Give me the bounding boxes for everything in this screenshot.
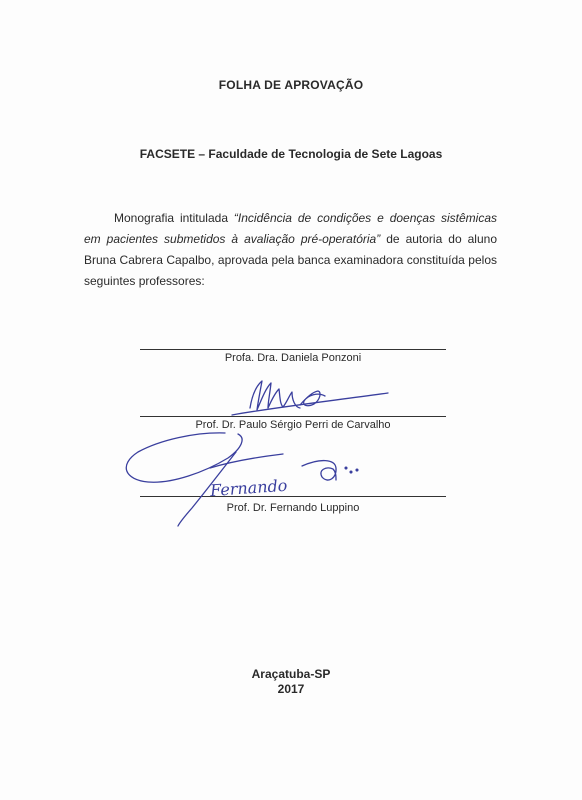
- signatory-name-2: Prof. Dr. Paulo Sérgio Perri de Carvalho: [195, 419, 391, 431]
- page-title: FOLHA DE APROVAÇÃO: [218, 78, 364, 92]
- signatory-name-1: Profa. Dra. Daniela Ponzoni: [224, 352, 362, 364]
- signature-stroke-2: [300, 391, 325, 406]
- institution-name: FACSETE – Faculdade de Tecnologia de Sete Lagoas: [139, 147, 443, 161]
- signature-line-1: [140, 349, 446, 350]
- signatory-name-3: Prof. Dr. Fernando Luppino: [226, 502, 360, 514]
- signature-stroke-7: [302, 461, 336, 480]
- paragraph-rest: de autoria do aluno Bruna Cabrera Capalbo, aprovada pela banca examinadora constituída pelos seguintes professores:: [84, 232, 497, 288]
- signature-line-3: [140, 496, 446, 497]
- signature-stroke-5: [178, 452, 236, 526]
- signature-stroke-1: [250, 381, 300, 410]
- signature-line-2: [140, 416, 446, 417]
- signature-cursive: Fernando: [209, 475, 288, 501]
- paragraph-intro: Monografia intitulada: [114, 211, 234, 225]
- year: 2017: [277, 682, 305, 696]
- work-title: “Incidência de condições e doenças sistêmicas em pacientes submetidos à avaliação pré-operatória”: [84, 211, 497, 246]
- signature-stroke-6: [210, 454, 283, 468]
- signature-stroke-4: [126, 433, 242, 482]
- approval-paragraph: [84, 208, 497, 292]
- signature-stroke-3: [232, 393, 388, 415]
- city: Araçatuba-SP: [251, 667, 331, 681]
